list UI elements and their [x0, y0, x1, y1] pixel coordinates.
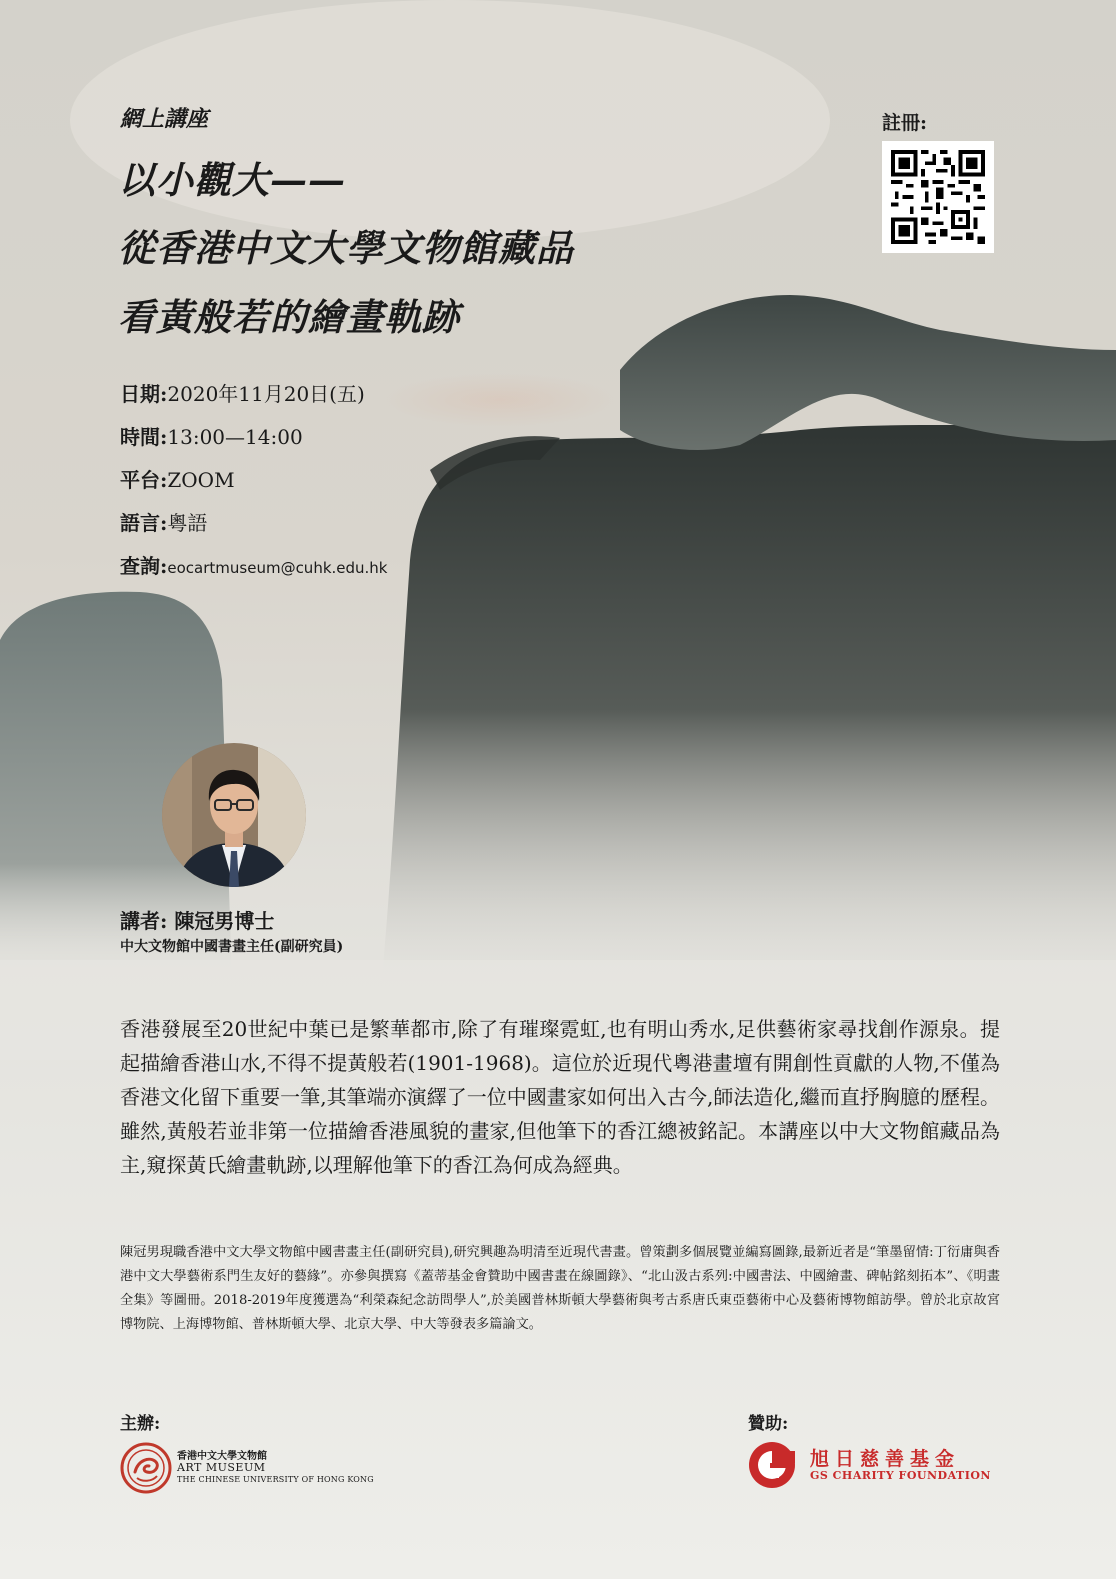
platform-label: 平台: — [120, 468, 168, 492]
time-row — [120, 421, 303, 450]
sponsor-name-cn: 旭日慈善基金 — [810, 1448, 961, 1470]
sponsor-name-en: GS CHARITY FOUNDATION — [810, 1469, 991, 1482]
sponsor-label: 贊助: — [748, 1414, 789, 1434]
language-row — [120, 507, 207, 536]
date-row — [120, 378, 365, 407]
organizer-name-en: ART MUSEUM — [177, 1461, 266, 1474]
language-value: 粵語 — [167, 511, 208, 535]
date-label: 日期: — [120, 382, 168, 406]
enquiry-label: 查詢: — [120, 554, 168, 578]
speaker-role: 中大文物館中國書畫主任(副研究員) — [120, 939, 344, 955]
platform-value: ZOOM — [167, 468, 235, 492]
speaker-label: 講者: — [120, 909, 175, 933]
lecture-description: 香港發展至20世紀中葉已是繁華都市,除了有璀璨霓虹,也有明山秀水,足供藝術家尋找創作源泉。提起描繪香港山水,不得不提黃般若(1901-1968)。這位於近現代粵港畫壇有開創性貢獻的人物,不僅為香港文化留下重要一筆,其筆端亦演繹了一位中國畫家如何出入古今,師法造化,繼而直抒胸臆的歷程。雖然,黃般若並非第一位描繪香港風貌的畫家,但他筆下的香江總被銘記。本講座以中大文物館藏品為主,窺探黃氏繪畫軌跡,以理解他筆下的香江為何成為經典。 — [120, 1017, 1000, 1177]
enquiry-row — [120, 550, 388, 579]
speaker-name: 陳冠男博士 — [174, 909, 275, 933]
language-label: 語言: — [120, 511, 168, 535]
enquiry-email-link[interactable]: eocartmuseum@cuhk.edu.hk — [167, 559, 388, 577]
time-label: 時間: — [120, 425, 168, 449]
gs-charity-logo-icon — [747, 1440, 797, 1490]
title-line-3: 看黃般若的繪畫軌跡 — [118, 295, 460, 339]
date-value: 2020年11月20日(五) — [167, 382, 365, 406]
platform-row — [120, 464, 235, 493]
registration-qr-code[interactable] — [882, 141, 994, 253]
title-line-1: 以小觀大—— — [118, 158, 346, 202]
speaker-biography: 陳冠男現職香港中文大學文物館中國書畫主任(副研究員),研究興趣為明清至近現代書畫。曾策劃多個展覽並編寫圖錄,最新近者是“筆墨留情:丁衍庸與香港中文大學藝術系門生友好的藝緣”。亦參與撰寫《蓋蒂基金會贊助中國書畫在線圖錄》、“北山汲古系列:中國書法、中國繪畫、碑帖銘刻拓本”、《明畫全集》等圖冊。2018-2019年度獲選為“利榮森紀念訪問學人”,於美國普林斯頓大學藝術與考古系唐氏東亞藝術中心及藝術博物館訪學。曾於北京故宮博物院、上海博物館、普林斯頓大學、北京大學、中大等發表多篇論文。 — [120, 1245, 1000, 1332]
organizer-university-en: THE CHINESE UNIVERSITY OF HONG KONG — [177, 1475, 374, 1484]
organizer-name-cn: 香港中文大學文物館 — [177, 1451, 267, 1462]
time-value: 13:00—14:00 — [167, 425, 303, 449]
registration-label: 註冊: — [882, 112, 928, 134]
speaker-avatar — [162, 743, 306, 887]
organizer-label: 主辦: — [120, 1414, 161, 1434]
qr-code-icon — [891, 150, 985, 244]
art-museum-logo-icon — [120, 1442, 172, 1494]
lecture-series-label: 網上講座 — [120, 106, 209, 132]
speaker-line — [120, 905, 274, 934]
title-line-2: 從香港中文大學文物館藏品 — [118, 226, 574, 270]
